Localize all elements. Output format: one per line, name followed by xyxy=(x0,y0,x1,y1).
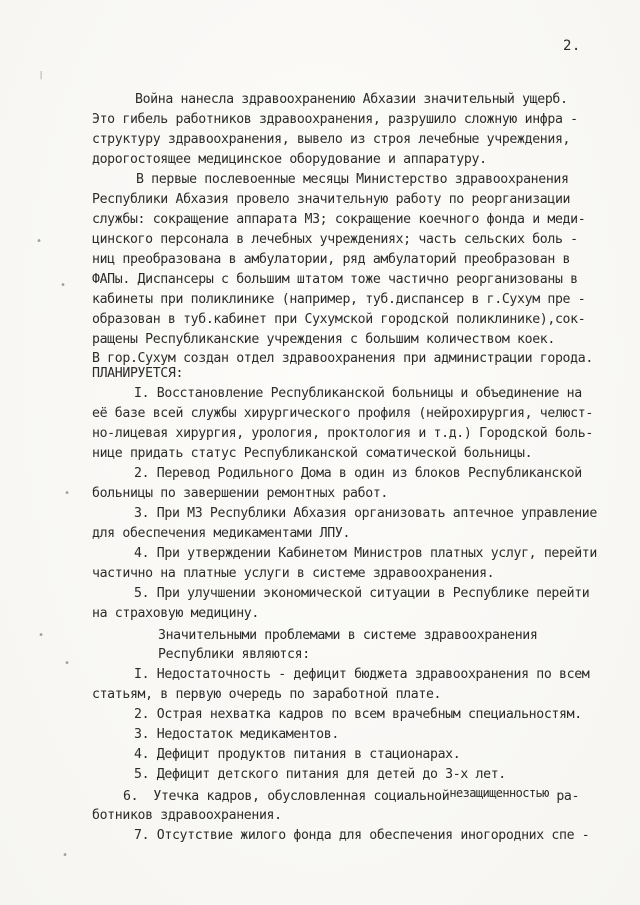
text-line: больницы по завершении ремонтных работ. xyxy=(92,486,388,501)
list-item: 5. Дефицит детского питания для детей до 3-х лет. xyxy=(134,767,506,782)
list-item: 4. Дефицит продуктов питания в стационарах. xyxy=(134,747,461,762)
text-line: цинского персонала в лечебных учреждениях; часть сельских боль - xyxy=(92,232,578,247)
text-line: В гор.Сухум создан отдел здравоохранения при администрации города. xyxy=(92,351,593,366)
list-item: 3. При МЗ Республики Абхазия организовать аптечное управление xyxy=(134,506,597,521)
text-line: Республики Абхазия провело значительную работу по реорганизации xyxy=(92,192,571,207)
page-number: 2. xyxy=(563,38,581,54)
text-line: Это гибель работников здравоохранения, разрушило сложную инфра - xyxy=(92,112,578,127)
scan-speck: • xyxy=(62,850,69,861)
text-line: В первые послевоенные месяцы Министерство здравоохранения xyxy=(136,172,569,187)
text-line: службы: сокращение аппарата МЗ; сокращение коечного фонда и меди- xyxy=(92,212,586,227)
scan-speck: • xyxy=(60,280,67,291)
list-item: 2. Перевод Родильного Дома в один из блоков Республиканской xyxy=(134,466,582,481)
text-line: ниц преобразована в амбулатории, ряд амбулаторий преобразован в xyxy=(92,252,571,267)
list-item: 4. При утверждении Кабинетом Министров платных услуг, перейти xyxy=(134,546,597,561)
scan-speck: • xyxy=(36,236,43,247)
scan-speck: • xyxy=(64,488,71,499)
section-heading: Республики являются: xyxy=(158,647,310,662)
section-heading: Значительными проблемами в системе здравоохранения xyxy=(158,628,538,643)
list-item: I. Недостаточность - дефицит бюджета здравоохранения по всем xyxy=(134,667,590,682)
scan-speck: ❘ xyxy=(38,70,45,81)
text-line: статьям, в первую очередь по заработной плате. xyxy=(92,687,442,702)
text-line: структуру здравоохранения, вывело из строя лечебные учреждения, xyxy=(92,132,571,147)
text-line: на страховую медицину. xyxy=(92,606,259,621)
text-line: ФАПы. Диспансеры с большим штатом тоже частично реорганизованы в xyxy=(92,272,578,287)
scan-speck: • xyxy=(38,630,45,641)
text-line: ботников здравоохранения. xyxy=(92,808,282,823)
list-item: 5. При улучшении экономической ситуации в Республике перейти xyxy=(134,586,590,601)
hyphenated-tail: ра- xyxy=(548,789,580,804)
list-item: 3. Недостаток медикаментов. xyxy=(134,727,339,742)
list-item: I. Восстановление Республиканской больницы и объединение на xyxy=(134,386,582,401)
scan-speck: • xyxy=(64,658,71,669)
text-line: кабинеты при поликлинике (например, туб.диспансер в г.Сухум пре - xyxy=(92,292,586,307)
text-line: частично на платные услуги в системе здравоохранения. xyxy=(92,566,495,581)
text-line: нице придать статус Республиканской соматической больницы. xyxy=(92,446,533,461)
text-line: для обеспечения медикаментами ЛПУ. xyxy=(92,526,351,541)
list-item: 2. Острая нехватка кадров по всем врачебным специальностям. xyxy=(134,707,582,722)
text-line: ращены Республиканские учреждения с большим количеством коек. xyxy=(92,332,555,347)
overtyped-word: незащищенностью xyxy=(449,786,549,800)
list-item: 7. Отсутствие жилого фонда для обеспечения иногородних спе - xyxy=(134,828,590,843)
text-line: дорогостоящее медицинское оборудование и аппаратуру. xyxy=(92,152,487,167)
text-line: но-лицевая хирургия, урология, проктология и т.д.) Городской боль- xyxy=(92,426,593,441)
text-line: образован в туб.кабинет при Сухумской городской поликлинике),сок- xyxy=(92,312,586,327)
list-item xyxy=(123,788,579,805)
text-line: Война нанесла здравоохранению Абхазии значительный ущерб. xyxy=(135,92,568,107)
list-item-text: 6. Утечка кадров, обусловленная социальной xyxy=(123,789,450,804)
section-heading: ПЛАНИРУЕТСЯ: xyxy=(92,366,184,381)
text-line: её базе всей службы хирургического профиля (нейрохирургия, челюст- xyxy=(92,406,593,421)
